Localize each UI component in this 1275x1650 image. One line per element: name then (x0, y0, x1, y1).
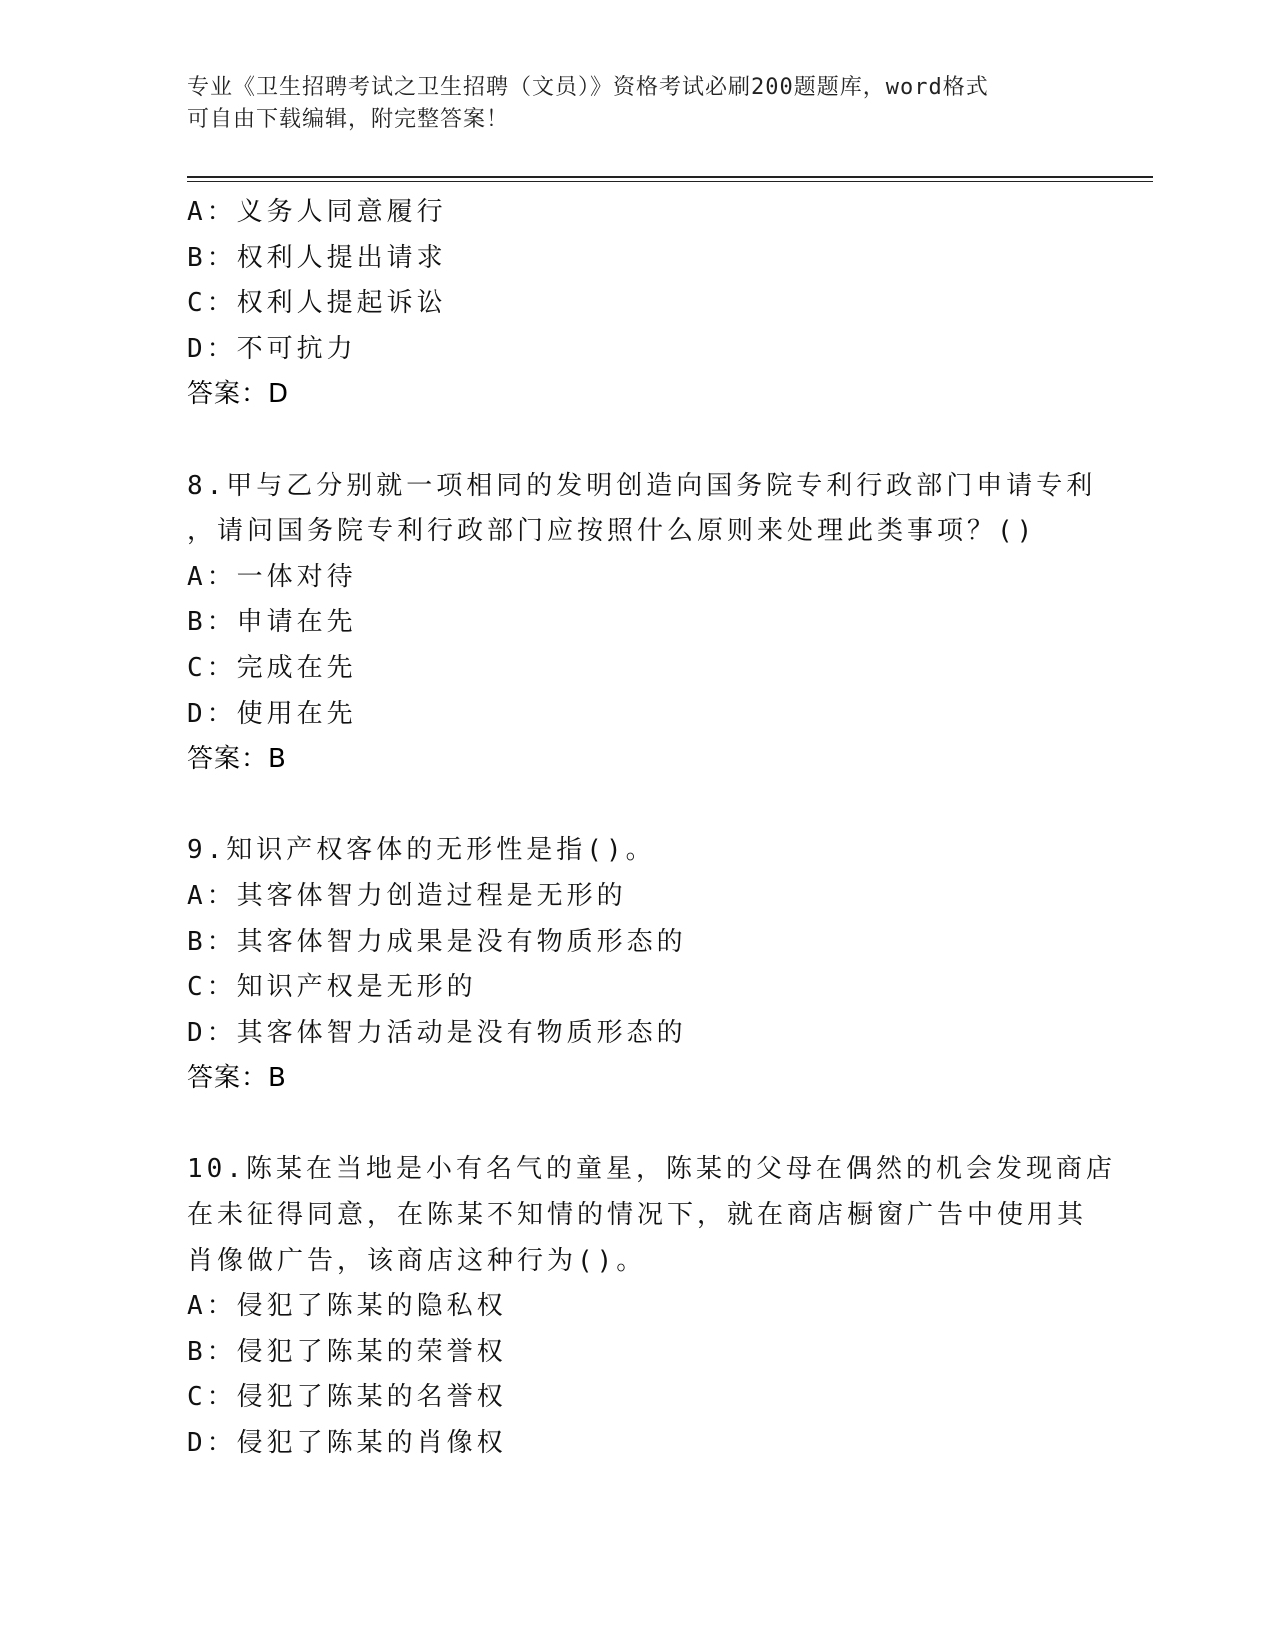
question-8 (187, 464, 1097, 783)
option-c: C：权利人提起诉讼 (187, 288, 447, 319)
answer-line: 答案：B (187, 1063, 287, 1094)
option-b: B：申请在先 (187, 607, 357, 638)
question-stem: 在未征得同意，在陈某不知情的情况下，就在商店橱窗广告中使用其 (187, 1200, 1088, 1231)
question-9 (187, 828, 1087, 1102)
spacer (187, 1102, 1087, 1148)
question-10 (187, 1147, 1116, 1466)
option-d: D：使用在先 (187, 698, 357, 729)
option-b: B：侵犯了陈某的荣誉权 (187, 1336, 507, 1367)
spacer (187, 783, 1087, 829)
option-a: A：义务人同意履行 (187, 197, 447, 227)
answer-line: 答案：B (187, 744, 287, 775)
question-stem: 10.陈某在当地是小有名气的童星，陈某的父母在偶然的机会发现商店 (187, 1154, 1116, 1185)
option-a: A：其客体智力创造过程是无形的 (187, 880, 627, 911)
question-stem: 肖像做广告，该商店这种行为()。 (187, 1245, 647, 1276)
option-d: D：不可抗力 (187, 333, 357, 364)
spacer (187, 418, 1087, 464)
header-divider-thick (187, 176, 1153, 178)
header-divider-thin (187, 181, 1153, 182)
header-line-2: 可自由下载编辑，附完整答案！ (187, 107, 510, 132)
option-c: C：侵犯了陈某的名誉权 (187, 1382, 507, 1413)
question-stem: 8.甲与乙分别就一项相同的发明创造向国务院专利行政部门申请专利 (187, 470, 1097, 501)
document-header (187, 72, 1067, 136)
question-7 (187, 190, 1087, 418)
answer-line: 答案：D (187, 379, 290, 410)
question-stem: ，请问国务院专利行政部门应按照什么原则来处理此类事项？() (187, 516, 1037, 547)
option-b: B：权利人提出请求 (187, 242, 447, 273)
option-a: A：侵犯了陈某的隐私权 (187, 1291, 507, 1322)
option-c: C：知识产权是无形的 (187, 972, 477, 1003)
header-line-1: 专业《卫生招聘考试之卫生招聘（文员）》资格考试必刷200题题库，word格式 (187, 75, 989, 100)
option-d: D：侵犯了陈某的肖像权 (187, 1428, 507, 1459)
option-b: B：其客体智力成果是没有物质形态的 (187, 926, 687, 957)
option-d: D：其客体智力活动是没有物质形态的 (187, 1017, 687, 1048)
option-c: C：完成在先 (187, 652, 357, 683)
question-list (187, 190, 1116, 1467)
question-stem: 9.知识产权客体的无形性是指()。 (187, 835, 656, 866)
option-a: A：一体对待 (187, 561, 357, 592)
